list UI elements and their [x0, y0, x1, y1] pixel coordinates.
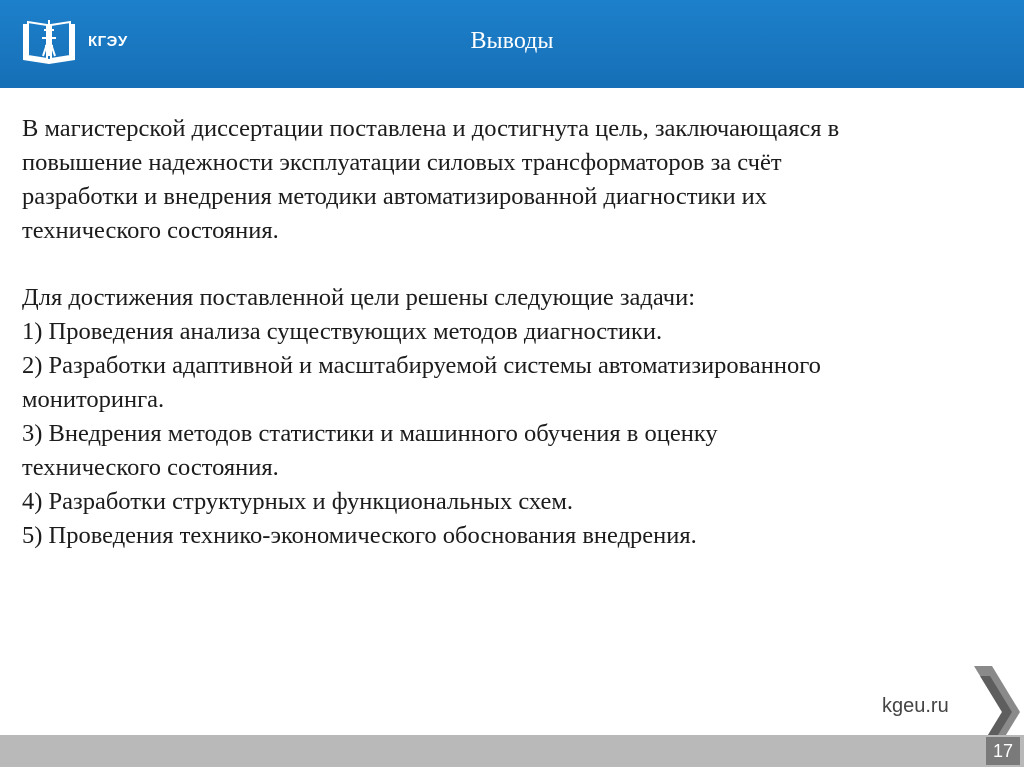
slide-title: Выводы [470, 28, 554, 54]
task-item: мониторинга. [22, 386, 165, 413]
task-item: 3) Внедрения методов статистики и машинного обучения в оценку [22, 420, 718, 447]
task-item: 5) Проведения технико-экономического обоснования внедрения. [22, 522, 697, 549]
text-line: повышение надежности эксплуатации силовых трансформаторов за счёт [22, 149, 782, 176]
site-url: kgeu.ru [882, 695, 949, 717]
task-item: 4) Разработки структурных и функциональных схем. [22, 488, 574, 515]
text-line: технического состояния. [22, 217, 279, 244]
task-item: 2) Разработки адаптивной и масштабируемой системы автоматизированного [22, 352, 821, 379]
task-item: технического состояния. [22, 454, 279, 481]
task-item: 1) Проведения анализа существующих методов диагностики. [22, 318, 663, 345]
text-line: разработки и внедрения методики автоматизированной диагностики их [22, 183, 768, 210]
tasks-intro: Для достижения поставленной цели решены следующие задачи: [22, 284, 696, 311]
logo-text: КГЭУ [88, 33, 128, 50]
page-number: 17 [986, 737, 1020, 765]
text-line: В магистерской диссертации поставлена и достигнута цель, заключающаяся в [22, 115, 840, 142]
slide-content [22, 112, 982, 553]
slide-header [0, 0, 1024, 88]
paragraph-gap [22, 248, 982, 281]
footer-bar [0, 735, 1024, 767]
